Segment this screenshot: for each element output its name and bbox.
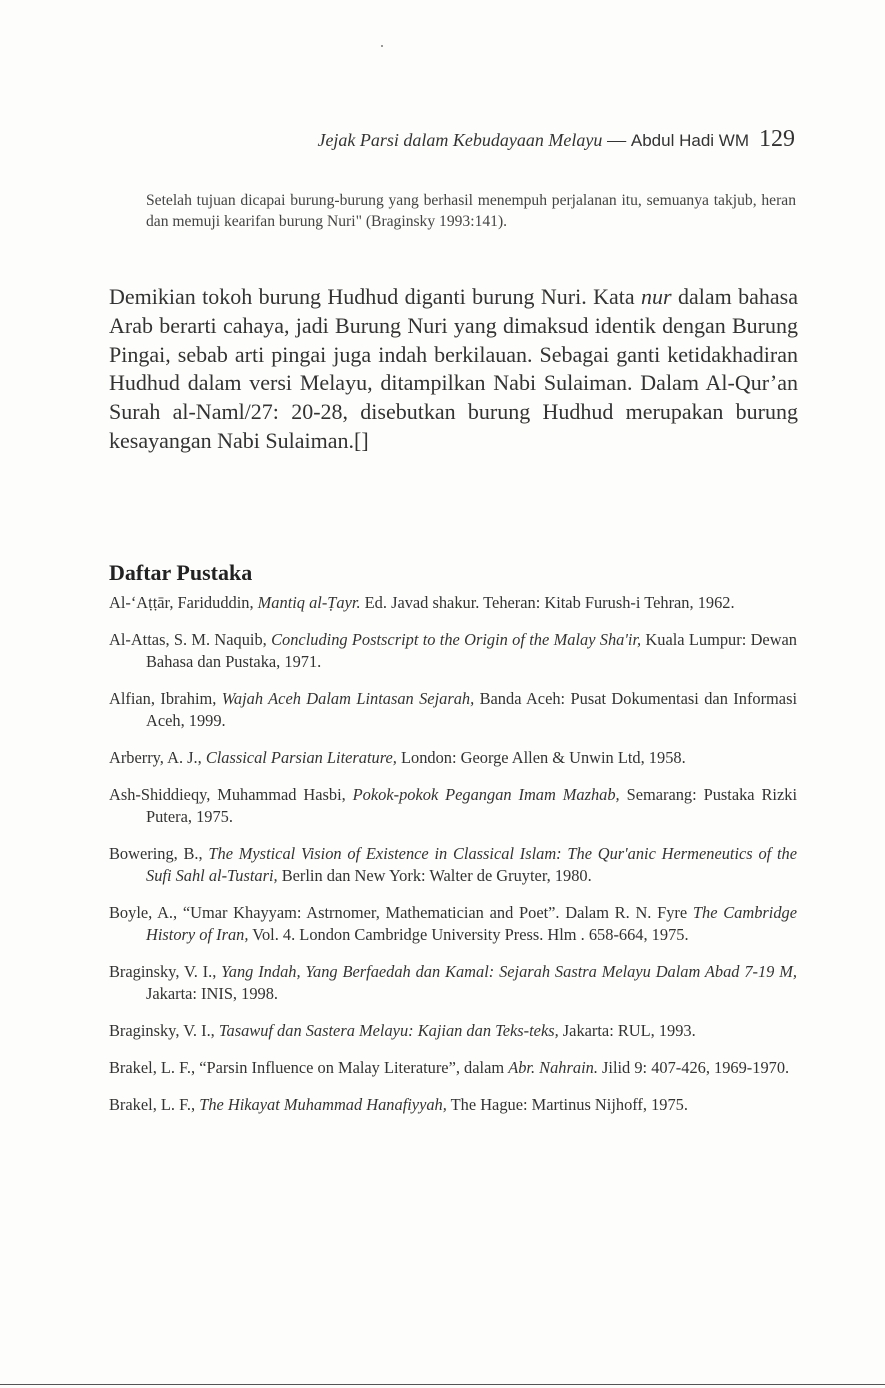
reference-entry [109, 629, 797, 673]
reference-entry [109, 688, 797, 732]
ref-rest: The Hague: Martinus Nijhoff, 1975. [446, 1095, 688, 1114]
block-quote: Setelah tujuan dicapai burung-burung yang berhasil menempuh perjalanan itu, semuanya takjub, heran dan memuji kearifan burung Nuri" (Braginsky 1993:141). [146, 192, 796, 230]
ref-title: Mantiq al-Ṭayr. [257, 593, 361, 612]
reference-entry [109, 1020, 797, 1042]
ref-rest: Berlin dan New York: Walter de Gruyter, 1980. [277, 866, 592, 885]
ref-title: The Hikayat Muhammad Hanafiyyah, [199, 1095, 447, 1114]
ref-rest: Semarang: Pustaka Rizki Putera, 1975. [146, 785, 798, 826]
reference-entry [109, 902, 797, 946]
paragraph-italic-word: nur [641, 284, 672, 309]
running-header [0, 126, 795, 153]
reference-entry [109, 747, 797, 769]
header-title: Jejak Parsi dalam Kebudayaan Melayu [317, 130, 603, 150]
ref-title: Abr. Nahrain. [508, 1058, 598, 1077]
reference-entry [109, 1094, 797, 1116]
ref-title: The Cambridge History of Iran, [146, 903, 797, 944]
scan-speck [381, 45, 383, 47]
header-author-wrap [602, 130, 749, 151]
ref-lead: Boyle, A., “Umar Khayyam: Astrnomer, Mathematician and Poet”. Dalam R. N. Fyre [109, 903, 693, 922]
ref-rest: Kuala Lumpur: Dewan Bahasa dan Pustaka, 1971. [146, 630, 798, 671]
ref-lead: Bowering, B., [109, 844, 209, 863]
ref-lead: Arberry, A. J., [109, 748, 206, 767]
paragraph-text-after: dalam bahasa Arab berarti cahaya, jadi Burung Nuri yang dimaksud identik dengan Burung Pingai, sebab arti pingai juga indah berkilauan. Sebagai ganti ketidakhadiran Hudhud dalam versi Melayu, ditampilkan Nabi Sulaiman. Dalam Al-Qur’an Surah al-Naml/27: 20-28, disebutkan burung Hudhud merupakan burung kesayangan Nabi Sulaiman.[] [109, 284, 798, 453]
page-number: 129 [759, 126, 795, 152]
paragraph-text-before: Demikian tokoh burung Hudhud diganti burung Nuri. Kata [109, 284, 642, 309]
ref-lead: Braginsky, V. I., [109, 1021, 219, 1040]
reference-entry [109, 784, 797, 828]
ref-rest: Jakarta: RUL, 1993. [558, 1021, 696, 1040]
reference-entry [109, 1057, 797, 1079]
ref-lead: Al-Attas, S. M. Naquib, [109, 630, 272, 649]
section-heading: Daftar Pustaka [109, 560, 253, 585]
ref-rest: Jilid 9: 407-426, 1969-1970. [597, 1058, 790, 1077]
ref-rest: Ed. Javad shakur. Teheran: Kitab Furush-i Tehran, 1962. [360, 593, 735, 612]
ref-title: Yang Indah, Yang Berfaedah dan Kamal: Sejarah Sastra Melayu Dalam Abad 7-19 M, [221, 962, 797, 981]
ref-title: Pokok-pokok Pegangan Imam Mazhab, [352, 785, 620, 804]
ref-rest: Vol. 4. London Cambridge University Press. Hlm . 658-664, 1975. [248, 925, 689, 944]
reference-list [109, 592, 797, 1131]
ref-lead: Ash-Shiddieqy, Muhammad Hasbi, [109, 785, 353, 804]
ref-lead: Braginsky, V. I., [109, 962, 222, 981]
ref-lead: Brakel, L. F., [109, 1095, 200, 1114]
header-separator: — [602, 130, 631, 151]
ref-rest: Banda Aceh: Pusat Dokumentasi dan Informasi Aceh, 1999. [146, 689, 798, 730]
ref-lead: Brakel, L. F., “Parsin Influence on Malay Literature”, dalam [109, 1058, 509, 1077]
ref-rest: Jakarta: INIS, 1998. [146, 984, 279, 1003]
ref-title: Classical Parsian Literature, [205, 748, 397, 767]
reference-entry [109, 592, 797, 614]
ref-title: Tasawuf dan Sastera Melayu: Kajian dan Teks-teks, [218, 1021, 559, 1040]
ref-title: The Mystical Vision of Existence in Classical Islam: The Qur'anic Hermeneutics of the Sufi Sahl al-Tustari, [146, 844, 797, 885]
ref-title: Concluding Postscript to the Origin of the Malay Sha'ir, [271, 630, 642, 649]
body-paragraph [109, 283, 798, 456]
ref-lead: Al-‘Aṭṭār, Fariduddin, [109, 593, 258, 612]
reference-entry [109, 961, 797, 1005]
bottom-edge-line [0, 1384, 885, 1385]
ref-title: Wajah Aceh Dalam Lintasan Sejarah, [221, 689, 475, 708]
header-author: Abdul Hadi WM [630, 131, 749, 150]
ref-rest: London: George Allen & Unwin Ltd, 1958. [396, 748, 686, 767]
ref-lead: Alfian, Ibrahim, [109, 689, 222, 708]
reference-entry [109, 843, 797, 887]
